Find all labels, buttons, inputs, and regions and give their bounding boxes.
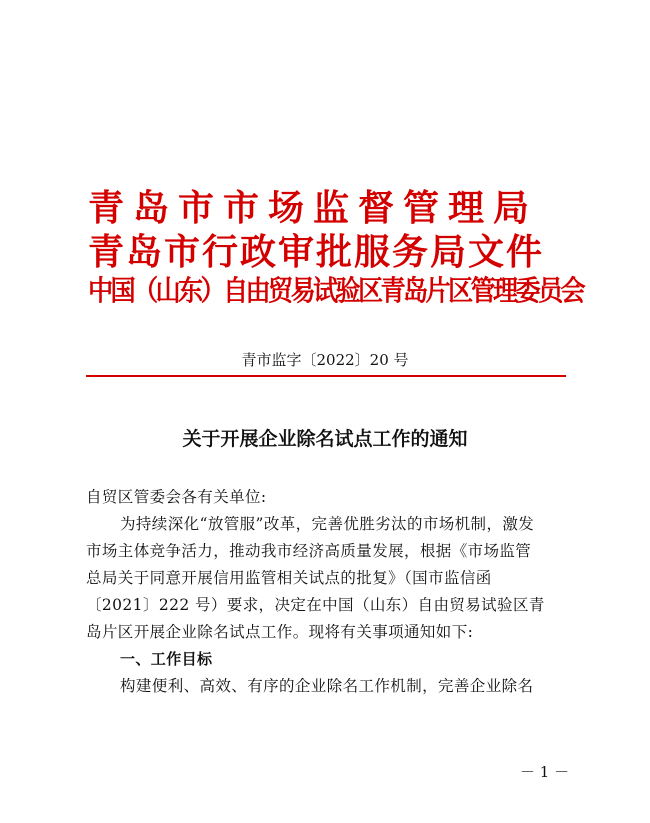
issuer-line-market-supervision: 青岛市市场监督管理局 <box>88 187 539 229</box>
paragraph-line: 〔2021〕222 号）要求，决定在中国（山东）自由贸易试验区青 <box>86 596 545 614</box>
paragraph-line: 为持续深化“放管服”改革，完善优胜劣汰的市场机制，激发 <box>120 515 535 533</box>
paragraph-line: 岛片区开展企业除名试点工作。现将有关事项通知如下: <box>86 623 474 641</box>
page-number: － 1 － <box>520 763 570 781</box>
document-body <box>86 484 572 700</box>
paragraph-line: 总局关于同意开展信用监管相关试点的批复》（国市监信函 <box>86 569 492 587</box>
section-heading: 一、工作目标 <box>120 650 213 668</box>
salutation: 自贸区管委会各有关单位: <box>86 488 267 506</box>
red-divider-line <box>86 375 566 377</box>
document-number: 青市监字〔2022〕20 号 <box>241 351 409 369</box>
document-title: 关于开展企业除名试点工作的通知 <box>182 428 468 450</box>
paragraph-line: 市场主体竞争活力，推动我市经济高质量发展，根据《市场监管 <box>86 542 532 560</box>
issuer-line-administrative-approval: 青岛市行政审批服务局文件 <box>88 231 545 273</box>
issuer-line-free-trade-zone: 中国（山东）自由贸易试验区青岛片区管理委员会 <box>88 274 584 307</box>
paragraph-line: 构建便利、高效、有序的企业除名工作机制，完善企业除名 <box>120 677 534 695</box>
